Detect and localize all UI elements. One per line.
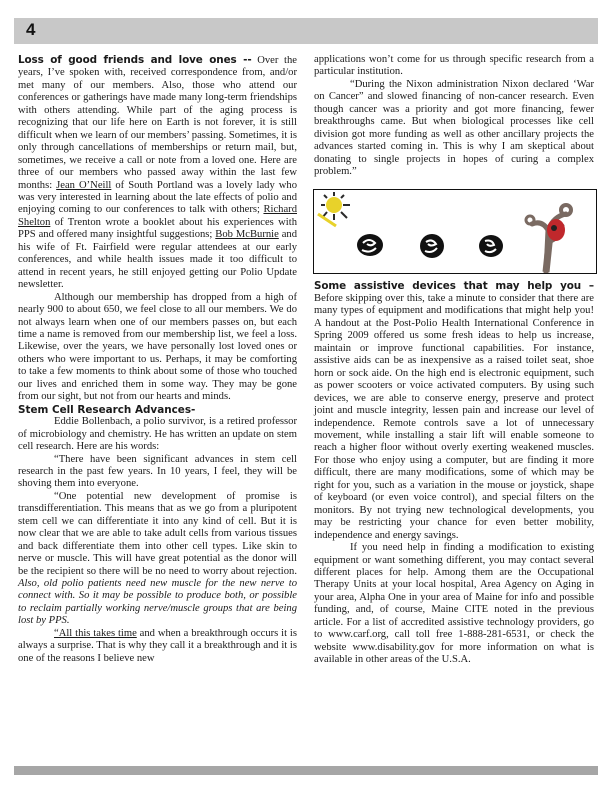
friends-text-a: Over the years, I’ve spoken with, received correspondence from, and/or met many of our members. Also, those who attend our conferences or gatherings have made many long-term friendships with others attending. While part of the aging process is recognizing that our life here on Earth is not forever, it is still difficult when we learn of our members’ passing. Sometimes, it is only through cancellations of memberships or return mail, but, sometimes, we receive a call or note from a loved one. Here are three of our members who passed away within the last few months: [18,55,297,191]
stem-paragraph-3 [18,491,297,628]
tree-icon [526,205,571,272]
stem-paragraph-2: “There have been significant advances in stem cell research in the past few years. In 10 years, I feel, they will be shoving them into everyone. [18,453,297,490]
friends-paragraph-2: Although our membership has dropped from a high of nearly 900 to about 650, we feel close to all our members. We do not always learn when one of our members passes on, but each time a name is removed from our membership list, we feel a loss. Likewise, over the years, we have personally lost loved ones or others who were important to us. Perhaps, it may be comforting to take a few moments to think about some of those who touched our lives and enriched them in some way. They may be gone from our sight, but not from our hearts and minds. [18,291,297,403]
swirl-icon-3 [479,235,503,257]
right-column [314,54,594,667]
sun-icon [318,192,350,226]
stem-cell-heading: Stem Cell Research Advances- [18,403,196,416]
friends-text-b: of South Portland was a lovely lady who was very interested in learning about the late effects of polio and enjoying coming to our conferences to talk with others; [18,179,297,216]
decorative-illustration [313,189,597,274]
member-name-richard: Richard Shelton [18,204,297,228]
stem-paragraph-4 [18,628,297,665]
left-column [18,54,297,665]
swirl-icon-1 [357,234,383,256]
stem-italic-text: Also, old polio patients need new muscle for the new nerve to connect with. So it may be possible to produce both, or possible to reclaim partially working nerve/muscle groups that are being lost by PPS. [18,578,297,627]
friends-text-d: and his wife of Ft. Fairfield were regular attendees at our early conferences, and while health issues made it too difficult to attend in recent years, he still enjoyed getting our Polio Update newsletter. [18,229,297,291]
continued-paragraph-2: “During the Nixon administration Nixon declared ‘War on Cancer” and slowed financing of non-cancer research. Even though cancer was a priority and got more financing, fewer breakthroughs came. But when biological processes like cell division got more funding as well as other ancillary projects the advances started coming in. This is why I am skeptical about donating to single projects in hopes of curing a complex problem.” [314,78,594,178]
stem-text-a: “One potential new development of promise is transdifferentiation. This means that as we go from a pluripotent stem cell we can differentiate it into any kind of cell. But it is now clear that we are able to take adult cells from various tissues and back differentiate them into other cell types. Like skin to nerve or muscle. This will have great potential as the donor will be the recipient so there will be no need to worry about rejection. [18,490,297,577]
devices-text: Before skipping over this, take a minute to consider that there are many types of equipment and modifications that might help you! A handout at the Post-Polio Health International Conference in Spring 2009 offered us some fresh ideas to help us increase, maintain or improve functional capabilities. For instance, assistive aids can be as inexpensive as a raised toilet seat, shoe horn or sock aide. On the high end is electronic equipment, such as power scooters or voice activated computers. By using such devices, we are able to conserve energy, preserve and protect joint and muscle integrity, lessen pain and increase our level of independence. Remote controls save a lot of unnecessary movement, while installing a stair lift will enable someone to reach a higher floor without overly exerting weakened muscles. For those who enjoy using a computer, but are finding it more difficult, there are many modifications, some of which may be right for you, such as a variation in the mouse or joystick, shape of keyboard (or even voice control), and special filters on the monitors. By not trying new technological developments, you may be restricting your chance for even better mobility, independence and energy savings. [314,292,594,541]
page-header-bar [14,18,598,44]
continued-paragraph-1: applications won’t come for us through specific research from a particular institution. [314,54,594,78]
member-name-jean: Jean O’Neill [56,179,112,191]
page-footer-bar [14,766,598,775]
stem-text-rest: and when a breakthrough occurs it is always a surprise. That is why they call it a breakthrough and it is one of the reasons I believe new [18,627,297,664]
swirl-icon-2 [420,234,444,258]
swirl-icons [357,234,503,258]
stem-underlined-text: “All this takes time [54,627,137,639]
illustration-svg [314,190,596,273]
friends-text-c: of Trenton wrote a booklet about his experiences with PPS and offered many insightful suggestions; [18,216,297,241]
member-name-bob: Bob McBurnie [215,229,279,241]
stem-paragraph-1: Eddie Bollenbach, a polio survivor, is a retired professor of microbiology and chemistry. He has written an update on stem cell research. Here are his words: [18,416,297,453]
devices-paragraph-2: If you need help in finding a modification to existing equipment or want something different, you may contact several different places for help. Among them are the Occupational Therapy Units at your local hospital, Area Agency on Aging in your area, Alpha One in your area of Maine for info and possible funding, and, of course, Maine CITE noted in the previous article. For a list of accredited assistive technology providers, go to www.carf.org, call toll free 1-888-281-6531, or check the website www.disability.gov for more information on what is available in other areas of the U.S.A. [314,542,594,666]
friends-heading: Loss of good friends and love ones -- [18,54,252,66]
assistive-devices-heading: Some assistive devices that may help you – [314,279,594,292]
page-number: 4 [26,20,36,39]
